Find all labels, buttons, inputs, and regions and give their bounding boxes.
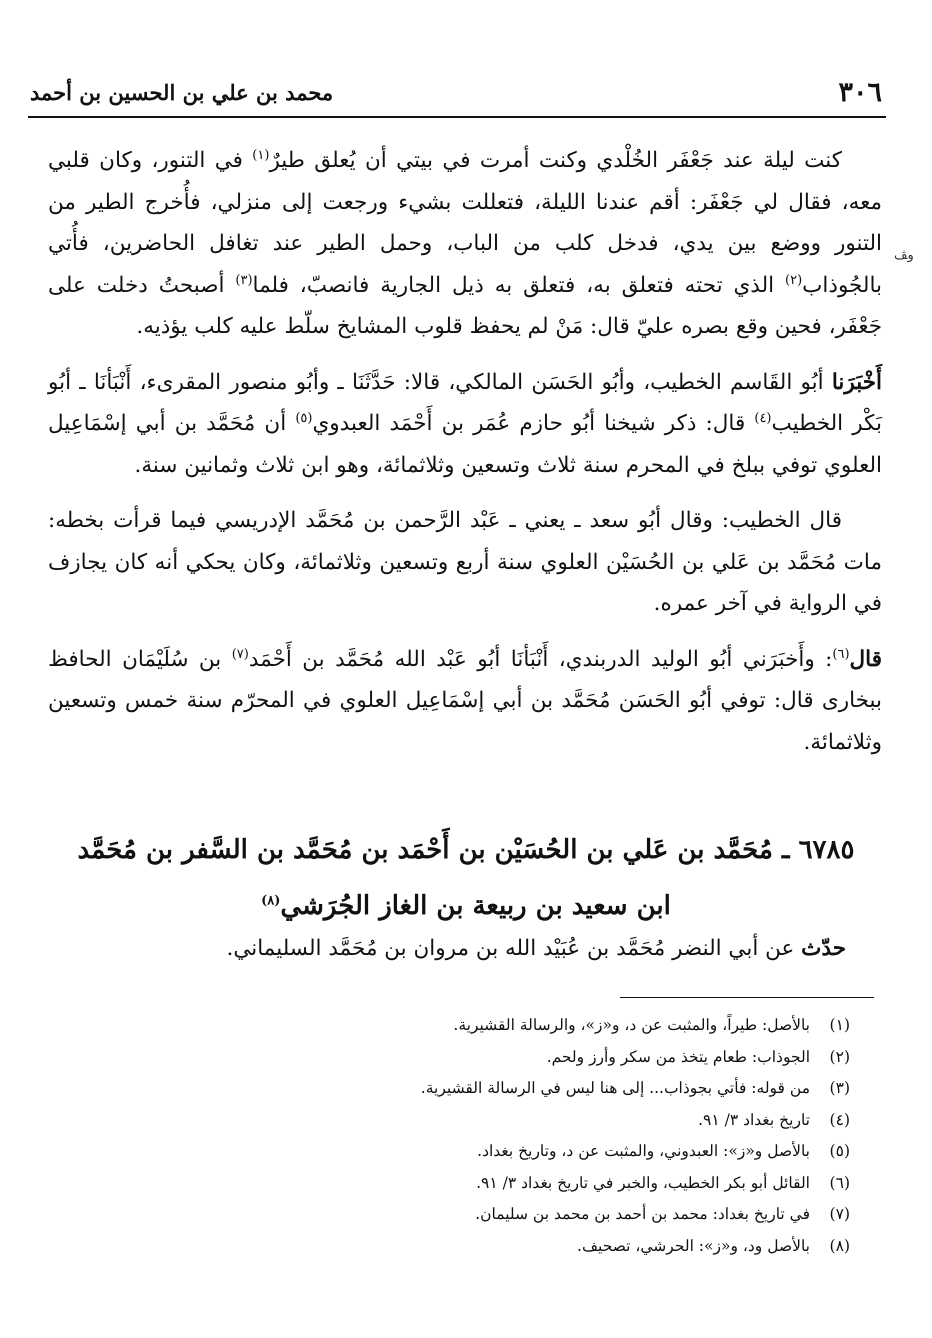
footnote-text: تاريخ بغداد ٣/ ٩١. (698, 1110, 810, 1129)
footnote-item (60, 1105, 850, 1137)
footnote-item (60, 1168, 850, 1200)
footnote-ref-6[interactable]: (٦) (832, 646, 850, 662)
footnote-rule (620, 997, 874, 998)
footnote-item (60, 1231, 850, 1263)
paragraph-lead: أَخْبَرَنا (831, 369, 882, 395)
entry-heading-text: ابن سعيد بن ربيعة بن الغاز الجُرَشي (280, 891, 671, 921)
entry-heading-line-2 (50, 878, 882, 934)
paragraph-lead: قال (849, 646, 882, 672)
footnote-ref-1[interactable]: (١) (252, 147, 270, 163)
footnote-item (60, 1136, 850, 1168)
footnote-item (60, 1042, 850, 1074)
footnote-ref-7[interactable]: (٧) (231, 646, 249, 662)
footnote-item (60, 1010, 850, 1042)
footnote-text: بالأصل ود، و«ز»: الحرشي، تصحيف. (577, 1236, 810, 1255)
footnote-item (60, 1073, 850, 1105)
running-title: محمد بن علي بن الحسين بن أحمد (30, 79, 334, 105)
footnote-text: بالأصل: طيراً، والمثبت عن د، و«ز»، والرسالة القشيرية. (453, 1016, 810, 1034)
text-span: بن سُلَيْمَان الحافظ ببخارى قال: توفي أبُو الحَسَن مُحَمَّد بن أبي إسْمَاعِيل العلوي في المحرّم سنة خمس وتسعين وثلاثمائة. (48, 646, 882, 755)
footnotes-list (60, 1010, 850, 1262)
footnote-text: الجوذاب: طعام يتخذ من سكر وأرز ولحم. (546, 1047, 810, 1066)
footnote-ref-8[interactable]: (٨) (261, 893, 281, 909)
paragraph-3 (48, 500, 882, 625)
page-number: ٣٠٦ (838, 76, 882, 108)
text-span: أصبحتُ دخلت على جَعْفَر، فحين وقع بصره عليّ قال: مَنْ لم يحفظ قلوب المشايخ سلّط عليه كلب يؤذيه. (48, 272, 882, 339)
footnote-ref-4[interactable]: (٤) (754, 410, 772, 426)
paragraph-4 (48, 639, 882, 764)
entry-body-lead: حدّث (801, 936, 846, 961)
footnote-number: (٢) (829, 1047, 850, 1066)
text-span: الذي تحته فتعلق به، فتعلق به ذيل الجارية فانصبّ، فلما (252, 272, 786, 298)
footnote-number: (٤) (829, 1110, 850, 1129)
main-text (48, 140, 882, 763)
text-span: قال الخطيب: وقال أبُو سعد ـ يعني ـ عَبْد الرَّحمن بن مُحَمَّد الإدريسي فيما قرأت بخطه: مات مُحَمَّد بن عَلي بن الحُسَيْن العلوي سنة أربع وتسعين وثلاثمائة، وكان يحكي أنه كان يجازف في الرواية في آخر عمره. (48, 508, 882, 616)
text-span: قال: ذكر شيخنا أبُو حازم عُمَر بن أَحْمَد العبدوي (312, 411, 755, 436)
margin-mark: ﻭ‍ﭫ (894, 248, 914, 263)
paragraph-2 (48, 362, 882, 487)
footnote-number: (٣) (829, 1079, 850, 1097)
footnote-item (60, 1199, 850, 1231)
footnote-text: في تاريخ بغداد: محمد بن أحمد بن محمد بن سليمان. (475, 1205, 810, 1223)
text-span: أبُو القَاسم الخطيب، وأبُو الحَسَن المالكي، قالا: حَدَّثَنَا ـ وأبُو منصور المقرىء، أَنْبَأنَا ـ أبُو بَكْر الخطيب (48, 369, 882, 436)
footnote-number: (٨) (829, 1236, 850, 1255)
footnote-ref-2[interactable]: (٢) (785, 272, 803, 288)
footnote-text: القائل أبو بكر الخطيب، والخبر في تاريخ بغداد ٣/ ٩١. (476, 1173, 810, 1192)
running-header (30, 70, 882, 114)
footnote-text: من قوله: فأتي بجوذاب... إلى هنا ليس في الرسالة القشيرية. (420, 1079, 810, 1097)
text-span: في التنور، وكان قلبي معه، فقال لي جَعْفَر: أقم عندنا الليلة، فتعللت بشيء ورجعت إلى منزلي، فأُخرج الطير من التنور ووضع بين يدي، فدخل كلب من الباب، وحمل الطير عند تغافل الحاضرين، فأُتي بالجُوذاب (48, 148, 883, 298)
header-rule (28, 116, 886, 118)
footnote-ref-3[interactable]: (٣) (235, 272, 253, 288)
footnote-text: بالأصل و«ز»: العبدوني، والمثبت عن د، وتاريخ بغداد. (477, 1142, 810, 1160)
text-span: : وأَخبَرَني أبُو الوليد الدربندي، أَنْبَأنَا أبُو عَبْد الله مُحَمَّد بن أَحْمَد (248, 646, 833, 672)
text-span: كنت ليلة عند جَعْفَر الخُلْدي وكنت أمرت في بيتي أن يُعلق طيرٌ (269, 148, 842, 173)
paragraph-1 (48, 140, 882, 348)
footnote-number: (٧) (829, 1205, 850, 1223)
footnote-ref-5[interactable]: (٥) (295, 410, 313, 426)
entry-heading (50, 822, 882, 934)
text-span: أن مُحَمَّد بن أبي إسْمَاعِيل العلوي توفي ببلخ في المحرم سنة ثلاث وتسعين وثلاثمائة، وهو ابن ثلاث وثمانين سنة. (48, 411, 882, 478)
entry-body-text: عن أبي النضر مُحَمَّد بن عُبَيْد الله بن مروان بن مُحَمَّد السليماني. (226, 936, 802, 961)
entry-body (50, 928, 882, 969)
footnote-number: (١) (829, 1016, 850, 1034)
entry-heading-line-1: ٦٧٨٥ ـ مُحَمَّد بن عَلي بن الحُسَيْن بن أَحْمَد بن مُحَمَّد بن السَّفر بن مُحَمَّد (77, 835, 855, 865)
footnote-number: (٦) (829, 1173, 850, 1192)
footnote-number: (٥) (829, 1142, 850, 1160)
